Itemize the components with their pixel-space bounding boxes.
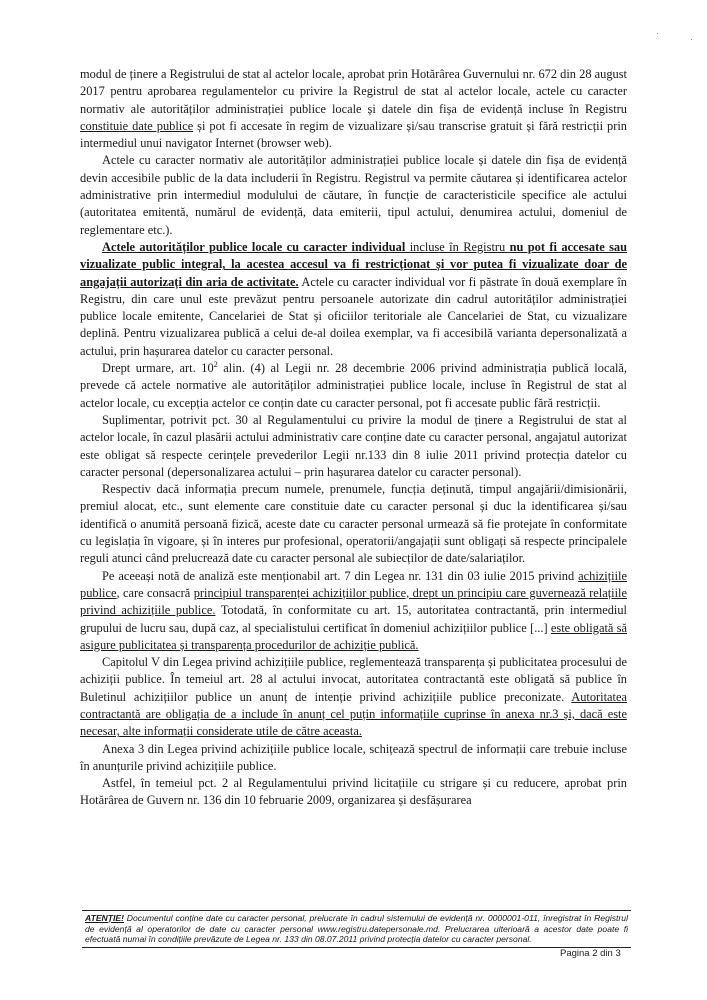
text-run: 2 xyxy=(213,359,218,369)
text-run: Totodată, în conformitate cu art. 15, autoritatea contractantă, prin intermediul grupului de lucru sau, după caz, al specialistului certificat în domeniul achizițiilor publice [...] xyxy=(80,603,627,635)
notice-label: ATENȚIE! xyxy=(85,913,124,923)
notice-text: Documentul conține date cu caracter personal, prelucrate în cadrul sistemului de evidență nr. 0000001-011, înregistrat în Registrul de evidență al operatorilor de date cu caracter personal www.registru.datepersonale.md. Prelucrarea ulterioară a acestor date poate fi efectuată numai în condițiile prevăzute de Legea nr. 133 din 08.07.2011 privind protecția datelor cu caracter personal. xyxy=(85,913,628,945)
personal-data-notice xyxy=(82,910,631,948)
underlined-text: Autoritatea contractantă are obligația de a include în anunț cel puțin informațiile cuprinse în anexa nr.3 și, dacă este necesar, alte informații considerate utile de către aceasta. xyxy=(80,689,627,739)
text-run: Anexa 3 din Legea privind achizițiile publice locale, schițează spectrul de informații care trebuie incluse în anunțurile privind achizițiile publice. xyxy=(80,741,627,773)
text-run: Actele cu caracter individual vor fi păstrate în două exemplare în Registru, din care unul este prevăzut pentru persoanele autorizate din cadrul autorităților administrației publice locale emitente, Cancelariei de Stat și oficiilor teritoriale ale Cancelariei de Stat, cu vizualizare deplină. Pentru vizualizarea publică a celui de-al doilea exemplar, va fi accesibilă varianta depersonalizată a actului, prin hașurarea datelor cu caracter personal. xyxy=(80,274,627,358)
text-run: modul de ținere a Registrului de stat al actelor locale, aprobat prin Hotărârea Guvernului nr. 672 din 28 august 2017 pentru aprobarea regulamentelor cu privire la Registrul de stat al actelor locale, actele cu caracter normativ ale autorităților administrației publice locale și datele din fișa de evidență incluse în Registru xyxy=(80,67,627,116)
underlined-text: nu pot fi accesate sau vizualizate public integral, la acestea accesul va fi restricționat și vor putea fi vizualizate doar de angajații autorizați din aria de activitate. xyxy=(80,239,628,289)
text-run: , care consacră xyxy=(116,585,194,600)
underlined-text: principiul transparenței achizițiilor publice, drept un principiu care guvernează relațiile privind achizițiile publice. xyxy=(80,585,628,618)
paragraph-p9 xyxy=(80,741,627,776)
paragraph-p5 xyxy=(80,412,627,481)
paragraph-p6 xyxy=(80,481,627,567)
paragraph-p1 xyxy=(80,66,627,152)
underlined-text: este obligată să asigure publicitatea și transparența procedurilor de achiziție publică. xyxy=(80,620,627,652)
text-run: Astfel, în temeiul pct. 2 al Regulamentului privind licitațiile cu strigare și cu reducere, aprobat prin Hotărârea de Guvern nr. 136 din 10 februarie 2009, organizarea și desfășurarea xyxy=(80,776,627,808)
underlined-text: incluse în Registru xyxy=(405,239,510,254)
paragraph-p2 xyxy=(80,152,627,238)
scan-speck: · xyxy=(690,34,693,44)
text-run: Drept urmare, art. 10 xyxy=(102,361,214,376)
paragraph-p4 xyxy=(80,360,627,412)
underlined-text: constituie date publice xyxy=(80,118,194,133)
paragraph-p10 xyxy=(80,775,627,810)
text-run: Suplimentar, potrivit pct. 30 al Regulamentului cu privire la modul de ținere a Registrului de stat al actelor locale, în cazul plasării actului administrativ care conține date cu caracter personal, angajatul autorizat este obligat să respecte cerințele prevederilor Legii nr.133 din 8 iulie 2011 privind protecția datelor cu caracter personal (depersonalizarea actului – prin hașurarea datelor cu caracter personal). xyxy=(80,412,627,479)
paragraph-p7 xyxy=(80,568,627,654)
text-run: și pot fi accesate în regim de vizualizare și/sau transcrise gratuit și fără restricții prin intermediul unui navigator Internet (browser web). xyxy=(80,118,627,151)
text-run: Pe aceeași notă de analiză este menționabil art. 7 din Legea nr. 131 din 03 iulie 2015 privind xyxy=(102,568,579,583)
text-run: Actele cu caracter normativ ale autorităților administrației publice locale și datele din fișa de evidență devin accesibile public de la data includerii în Registru. Registrul va permite căutarea și identificarea actelor administrative prin intermediul modulului de căutare, în funcție de caracteristicile specifice ale actului (autoritatea emitentă, numărul de evidență, data emiterii, tipul actului, denumirea actului, domeniul de reglementare etc.). xyxy=(80,153,627,237)
text-run: alin. (4) al Legii nr. 28 decembrie 2006 privind administrația publică locală, prevede că actele normative ale autorităților administrației publice locale, incluse în Registrul de stat al actelor locale, cu excepția actelor ce conțin date cu caracter personal, pot fi accesate public fără restricții. xyxy=(80,361,627,410)
paragraph-p8 xyxy=(80,654,627,740)
paragraph-p3 xyxy=(80,239,627,360)
document-body xyxy=(80,66,627,810)
underlined-text: achizițiile publice xyxy=(80,568,627,600)
scan-speck: · xyxy=(656,28,659,38)
underlined-text: Actele autorităților publice locale cu caracter individual xyxy=(102,239,406,254)
page-number: Pagina 2 din 3 xyxy=(560,948,621,959)
text-run: Capitolul V din Legea privind achizițiile publice, reglementează transparența și publicitatea procesului de achiziții publice. În temeiul art. 28 al actului invocat, autoritatea contractantă este obligată să publice în Buletinul achizițiilor publice un anunț de intenție privind achizițiile publice preconizate. xyxy=(80,655,627,704)
text-run: Respectiv dacă informația precum numele, prenumele, funcția deținută, timpul angajării/dimisionării, premiul alocat, etc., sunt elemente care constituie date cu caracter personal și duc la identificarea și/sau identifică o anumită persoană fizică, aceste date cu caracter personal urmează să fie protejate în conformitate cu legislația în vigoare, și în interes pur profesional, operatorii/angajații sunt obligați să respecte principalele reguli atunci când prelucrează date cu caracter personal ale subiecților de date/salariaților. xyxy=(80,482,627,566)
